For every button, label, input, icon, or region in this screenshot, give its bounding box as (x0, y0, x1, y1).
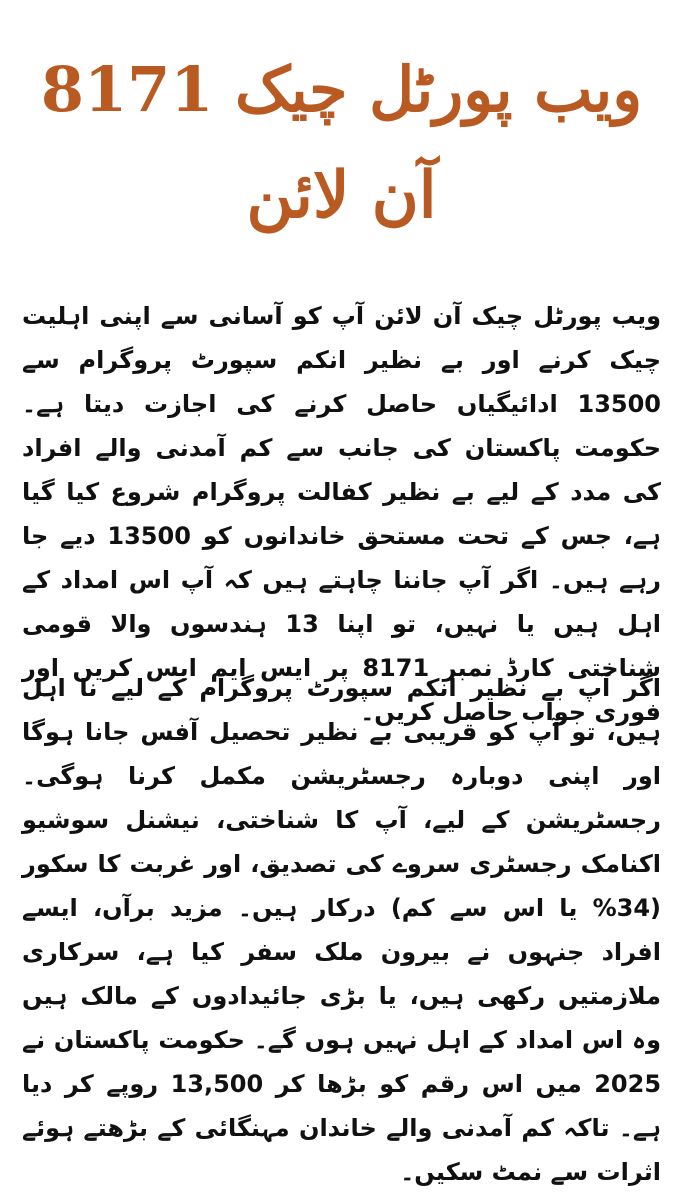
body-paragraph-1: ویب پورٹل چیک آن لائن آپ کو آسانی سے اپنی اہلیت چیک کرنے اور بے نظیر انکم سپورٹ پروگرام سے 13500 ادائیگیاں حاصل کرنے کی اجازت دیتا ہے۔ حکومت پاکستان کی جانب سے کم آمدنی والے افراد کی مدد کے لیے بے نظیر کفالت پروگرام شروع کیا گیا ہے، جس کے تحت مستحق خاندانوں کو 13500 دیے جا رہے ہیں۔ اگر آپ جاننا چاہتے ہیں کہ آپ اس امداد کے اہل ہیں یا نہیں، تو اپنا 13 ہندسوں والا قومی شناختی کارڈ نمبر 8171 پر ایس ایم ایس کریں اور فوری جواب حاصل کریں۔ (22, 302, 662, 726)
page-title-line-2: آن لائن (246, 158, 437, 233)
page-title-line-1: ویب پورٹل چیک 8171 (40, 53, 643, 126)
body-paragraph-2: اگر آپ بے نظیر انکم سپورٹ پروگرام کے لیے نا اہل ہیں، تو آپ کو قریبی بے نظیر تحصیل آفس جانا ہوگا اور اپنی دوبارہ رجسٹریشن مکمل کرنا ہوگی۔ رجسٹریشن کے لیے، آپ کا شناختی، نیشنل سوشیو اکنامک رجسٹری سروے کی تصدیق، اور غربت کا سکور (34% یا اس سے کم) درکار ہیں۔ مزید برآں، ایسے افراد جنہوں نے بیرون ملک سفر کیا ہے، سرکاری ملازمتیں رکھی ہیں، یا بڑی جائیدادوں کے مالک ہیں وہ اس امداد کے اہل نہیں ہوں گے۔ حکومت پاکستان نے 2025 میں اس رقم کو بڑھا کر 13,500 روپے کر دیا ہے۔ تاکہ کم آمدنی والے خاندان مہنگائی کے بڑھتے ہوئے اثرات سے نمٹ سکیں۔ (22, 674, 662, 1186)
